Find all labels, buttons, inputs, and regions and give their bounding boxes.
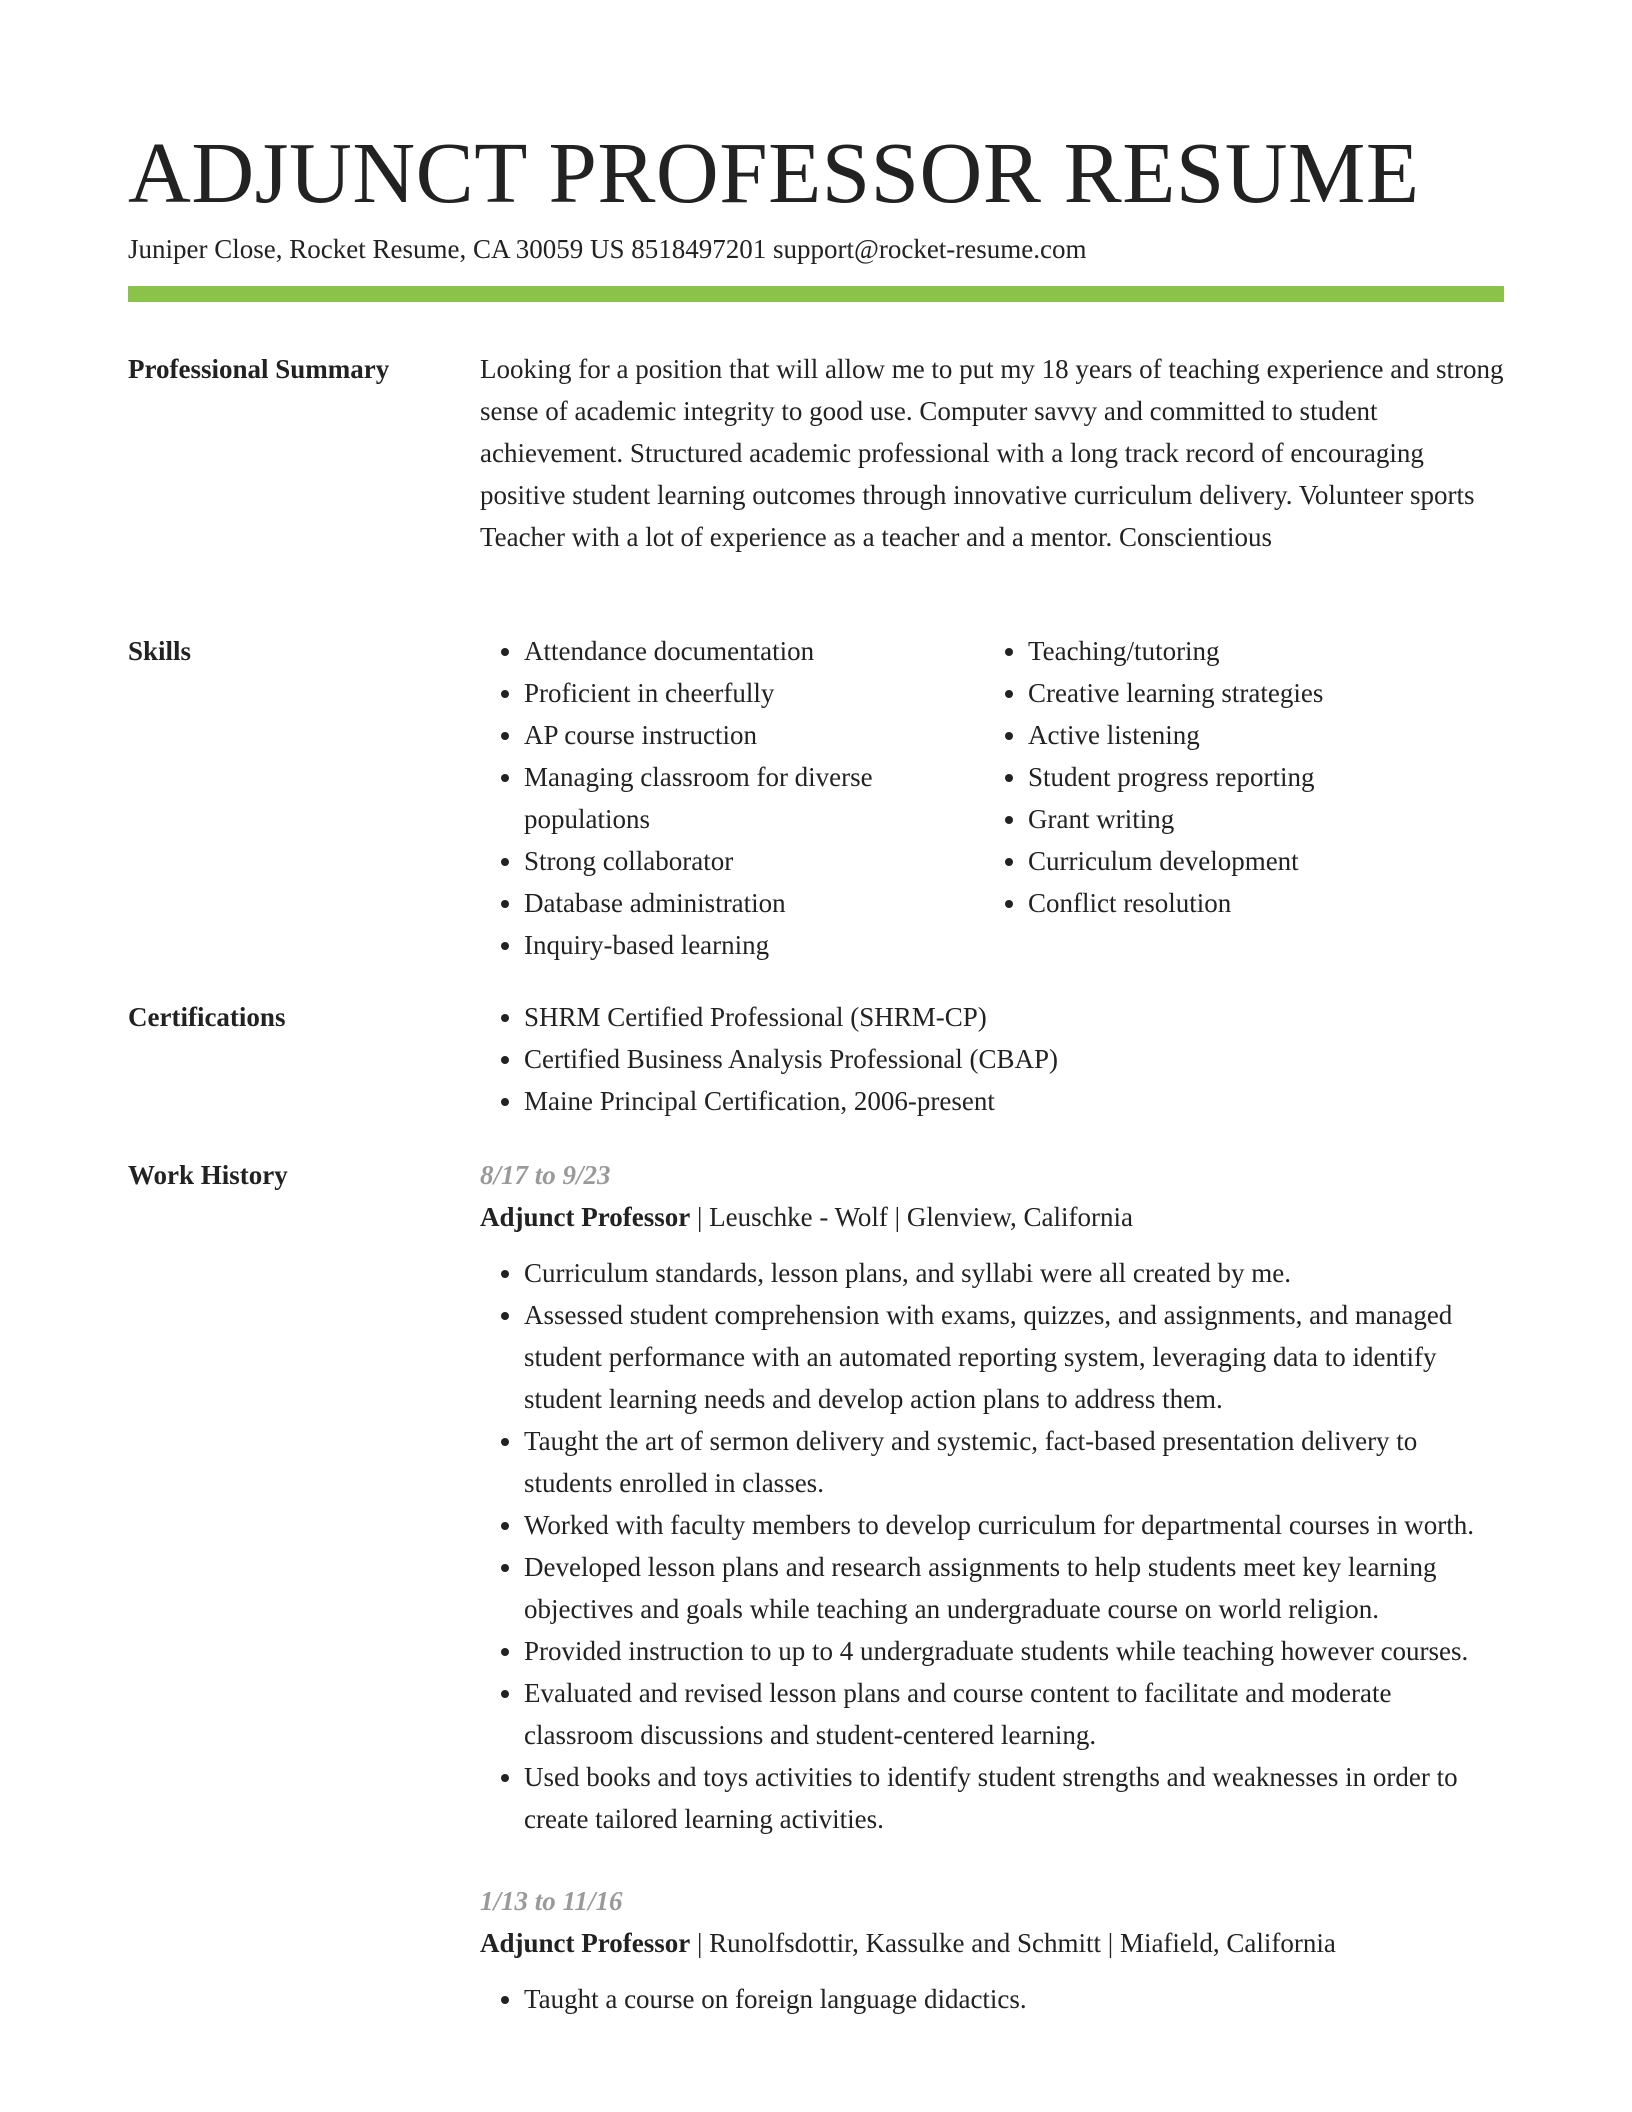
job-bullet: • Developed lesson plans and research assignments to help students meet key learning objectives and goals while teaching an undergraduate course on world religion. — [524, 1546, 1504, 1630]
certification-item: • Maine Principal Certification, 2006-present — [524, 1080, 1504, 1122]
skill-item: • Curriculum development — [1028, 840, 1548, 882]
job-title-line — [480, 1196, 1504, 1238]
certification-item: • Certified Business Analysis Professional (CBAP) — [524, 1038, 1504, 1080]
skills-list-right — [984, 630, 1548, 966]
skill-item: • Creative learning strategies — [1028, 672, 1548, 714]
job-employer-location: | Leuschke - Wolf | Glenview, California — [690, 1202, 1133, 1232]
skill-item: • AP course instruction — [524, 714, 984, 756]
job-entry — [480, 1154, 1504, 1840]
certifications-list — [480, 996, 1504, 1122]
accent-divider — [128, 286, 1504, 302]
job-bullets — [480, 1978, 1504, 2020]
resume-title: ADJUNCT PROFESSOR RESUME — [128, 124, 1420, 221]
job-employer-location: | Runolfsdottir, Kassulke and Schmitt | Miafield, California — [690, 1928, 1336, 1958]
job-bullet: • Curriculum standards, lesson plans, and syllabi were all created by me. — [524, 1252, 1504, 1294]
job-bullet: • Provided instruction to up to 4 undergraduate students while teaching however courses. — [524, 1630, 1504, 1672]
job-bullet: • Taught a course on foreign language didactics. — [524, 1978, 1504, 2020]
job-bullet: • Evaluated and revised lesson plans and course content to facilitate and moderate classroom discussions and student-centered learning. — [524, 1672, 1504, 1756]
skill-item: • Grant writing — [1028, 798, 1548, 840]
skill-item: • Proficient in cheerfully — [524, 672, 984, 714]
skill-item: • Teaching/tutoring — [1028, 630, 1548, 672]
certifications-heading: Certifications — [128, 1002, 286, 1032]
skills-list-left — [480, 630, 984, 966]
work-history-heading: Work History — [128, 1160, 288, 1190]
job-bullets — [480, 1252, 1504, 1840]
job-bullet: • Assessed student comprehension with exams, quizzes, and assignments, and managed student performance with an automated reporting system, leveraging data to identify student learning needs and develop action plans to address them. — [524, 1294, 1504, 1420]
job-bullet: • Worked with faculty members to develop curriculum for departmental courses in worth. — [524, 1504, 1504, 1546]
job-dates: 1/13 to 11/16 — [480, 1886, 623, 1916]
job-bullet: • Used books and toys activities to identify student strengths and weaknesses in order to create tailored learning activities. — [524, 1756, 1504, 1840]
job-title-line — [480, 1922, 1504, 1964]
skill-item: • Active listening — [1028, 714, 1548, 756]
job-title: Adjunct Professor — [480, 1928, 691, 1958]
skill-item: • Inquiry-based learning — [524, 924, 984, 966]
skill-item: • Attendance documentation — [524, 630, 984, 672]
summary-heading: Professional Summary — [128, 354, 390, 384]
summary-text: Looking for a position that will allow me to put my 18 years of teaching experience and strong sense of academic integrity to good use. Computer savvy and committed to student achievement. Structured academic professional with a long track record of encouraging positive student learning outcomes through innovative curriculum delivery. Volunteer sports Teacher with a lot of experience as a teacher and a mentor. Conscientious — [480, 354, 1504, 552]
job-entry — [480, 1880, 1504, 2020]
skill-item: • Managing classroom for diverse populations — [524, 756, 984, 840]
job-dates: 8/17 to 9/23 — [480, 1160, 611, 1190]
job-bullet: • Taught the art of sermon delivery and systemic, fact-based presentation delivery to students enrolled in classes. — [524, 1420, 1504, 1504]
job-title: Adjunct Professor — [480, 1202, 691, 1232]
certification-item: • SHRM Certified Professional (SHRM-CP) — [524, 996, 1504, 1038]
skills-heading: Skills — [128, 636, 192, 666]
skill-item: • Strong collaborator — [524, 840, 984, 882]
skill-item: • Conflict resolution — [1028, 882, 1548, 924]
skills-columns — [480, 630, 1504, 966]
contact-line: Juniper Close, Rocket Resume, CA 30059 US 8518497201 support@rocket-resume.com — [128, 234, 1087, 264]
skill-item: • Database administration — [524, 882, 984, 924]
skill-item: • Student progress reporting — [1028, 756, 1548, 798]
